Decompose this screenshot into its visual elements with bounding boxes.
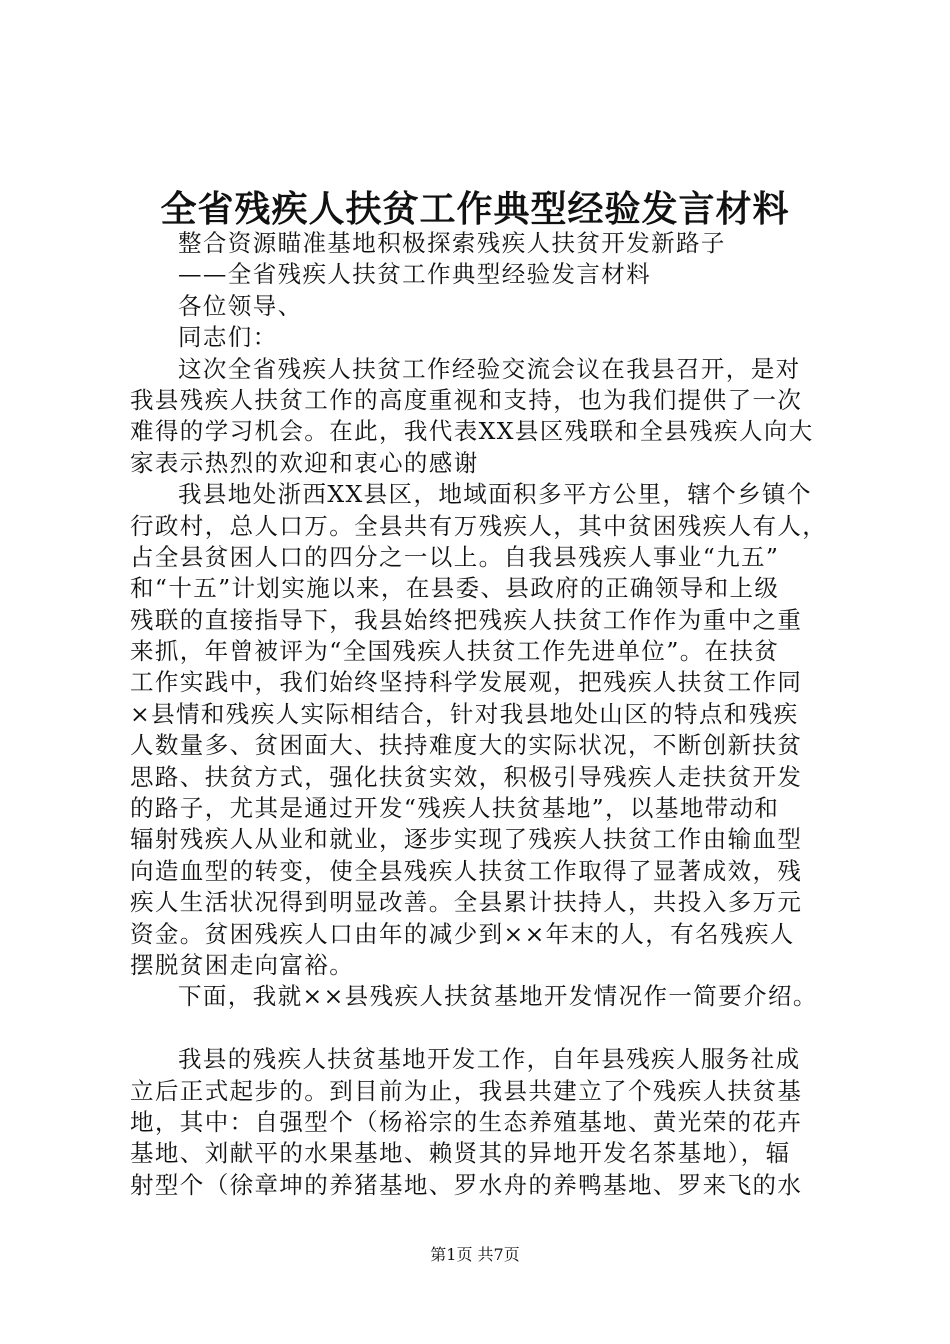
text-line: 我县残疾人扶贫工作的高度重视和支持，也为我们提供了一次 [130,385,803,414]
text-line: 我县地处浙西XX县区，地域面积多平方公里，辖个乡镇个 [178,480,812,509]
text-line: 家表示热烈的欢迎和衷心的感谢 [130,448,479,477]
text-line: 占全县贫困人口的四分之一以上。自我县残疾人事业“九五” [130,542,780,571]
text-line: 和“十五”计划实施以来，在县委、县政府的正确领导和上级 [130,574,780,603]
text-line: 我县的残疾人扶贫基地开发工作，自年县残疾人服务社成 [178,1045,801,1074]
page-footer: 第1页 共7页 [430,1245,520,1264]
text-line: 摆脱贫困走向富裕。 [130,950,355,979]
text-line: 整合资源瞄准基地积极探索残疾人扶贫开发新路子 [178,229,726,257]
text-line: 基地、刘献平的水果基地、赖贤其的异地开发名茶基地），辐 [130,1139,791,1168]
text-line: 人数量多、贫困面大、扶持难度大的实际状况，不断创新扶贫 [130,731,803,760]
text-line: ×县情和残疾人实际相结合，针对我县地处山区的特点和残疾 [130,699,799,728]
text-line: 思路、扶贫方式，强化扶贫实效，积极引导残疾人走扶贫开发 [130,762,803,791]
text-line: 难得的学习机会。在此，我代表XX县区残联和全县残疾人向大 [130,417,814,446]
text-line: 向造血型的转变，使全县残疾人扶贫工作取得了显著成效，残 [130,856,803,885]
text-line: 的路子，尤其是通过开发“残疾人扶贫基地”，以基地带动和 [130,794,780,823]
text-line: 工作实践中，我们始终坚持科学发展观，把残疾人扶贫工作同 [130,668,803,697]
document-title: 全省残疾人扶贫工作典型经验发言材料 [160,188,790,230]
text-line: 射型个（徐章坤的养猪基地、罗水舟的养鸭基地、罗来飞的水 [130,1170,803,1199]
text-line: ——全省残疾人扶贫工作典型经验发言材料 [178,260,652,289]
text-line: 这次全省残疾人扶贫工作经验交流会议在我县召开，是对 [178,354,801,383]
text-line: 立后正式起步的。到目前为止，我县共建立了个残疾人扶贫基 [130,1076,803,1105]
text-line: 残联的直接指导下，我县始终把残疾人扶贫工作作为重中之重 [130,605,803,634]
blank-line [130,1013,830,1044]
document-body [130,228,830,1201]
text-line: 辐射残疾人从业和就业，逐步实现了残疾人扶贫工作由输血型 [130,825,803,854]
text-line: 各位领导、 [178,291,303,320]
text-line: 同志们： [178,323,278,352]
text-line: 来抓，年曾被评为“全国残疾人扶贫工作先进单位”。在扶贫 [130,637,780,666]
text-line: 下面，我就××县残疾人扶贫基地开发情况作一简要介绍。 [178,982,818,1011]
text-line: 地，其中：自强型个（杨裕宗的生态养殖基地、黄光荣的花卉 [130,1107,803,1136]
text-line: 疾人生活状况得到明显改善。全县累计扶持人，共投入多万元 [130,888,803,917]
text-line: 行政村，总人口万。全县共有万残疾人，其中贫困残疾人有人， [130,511,828,540]
text-line: 资金。贫困残疾人口由年的减少到××年末的人，有名残疾人 [130,919,795,948]
